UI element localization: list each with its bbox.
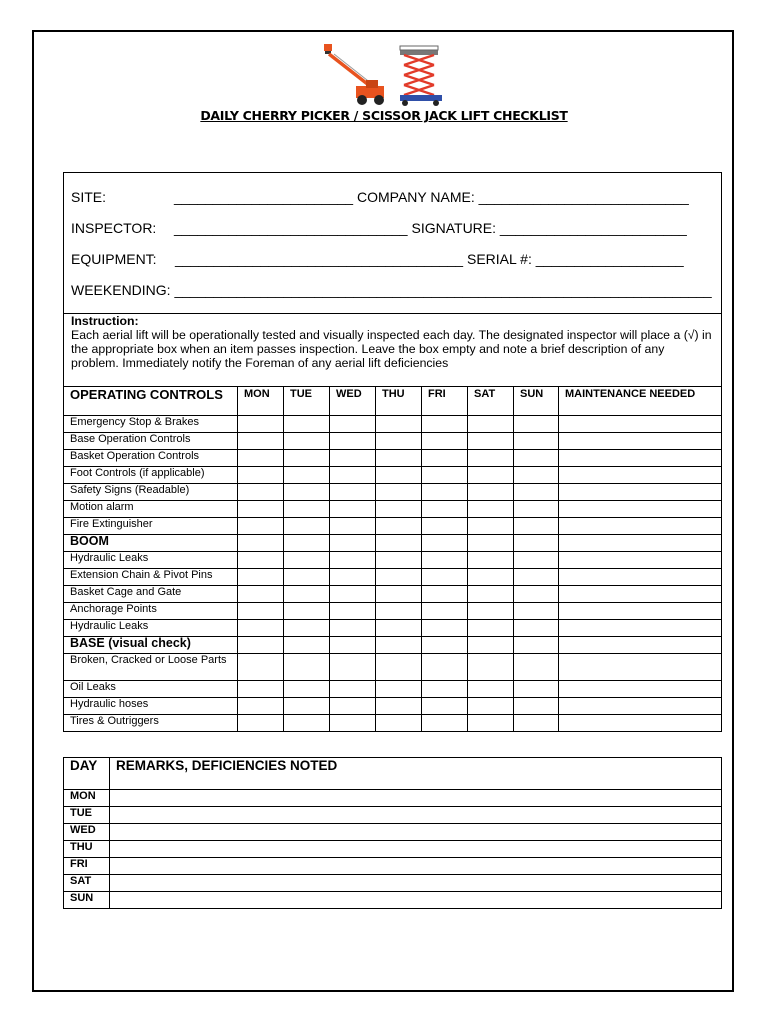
check-cell-thu[interactable] bbox=[376, 654, 422, 681]
check-cell-wed[interactable] bbox=[330, 416, 376, 433]
day-header-sat: SAT bbox=[468, 387, 514, 416]
info-section bbox=[63, 172, 722, 314]
check-cell-mon[interactable] bbox=[238, 467, 284, 484]
remarks-row bbox=[64, 790, 722, 807]
check-cell-tue[interactable] bbox=[284, 698, 330, 715]
maintenance-cell[interactable] bbox=[559, 654, 722, 681]
check-cell-fri[interactable] bbox=[422, 518, 468, 535]
operating-controls-header: OPERATING CONTROLS bbox=[64, 387, 238, 416]
maintenance-cell[interactable] bbox=[559, 518, 722, 535]
check-cell-wed[interactable] bbox=[330, 698, 376, 715]
check-cell-mon[interactable] bbox=[238, 433, 284, 450]
maintenance-cell[interactable] bbox=[559, 569, 722, 586]
checklist-row bbox=[64, 433, 722, 450]
check-cell-mon[interactable] bbox=[238, 698, 284, 715]
check-cell-sat[interactable] bbox=[468, 698, 514, 715]
check-cell-thu[interactable] bbox=[376, 715, 422, 732]
check-cell-mon[interactable] bbox=[238, 450, 284, 467]
check-cell-sat[interactable] bbox=[468, 416, 514, 433]
check-cell-sun[interactable] bbox=[514, 586, 559, 603]
checklist-item-label: Anchorage Points bbox=[64, 603, 238, 620]
check-cell-wed[interactable] bbox=[330, 681, 376, 698]
check-cell-sun[interactable] bbox=[514, 484, 559, 501]
check-cell-mon[interactable] bbox=[238, 518, 284, 535]
check-cell-tue[interactable] bbox=[284, 467, 330, 484]
inspector-label: INSPECTOR: bbox=[71, 220, 157, 236]
check-cell-tue[interactable] bbox=[284, 603, 330, 620]
maintenance-cell[interactable] bbox=[559, 620, 722, 637]
check-cell-wed[interactable] bbox=[330, 518, 376, 535]
checklist-item-label: Base Operation Controls bbox=[64, 433, 238, 450]
check-cell-thu[interactable] bbox=[376, 620, 422, 637]
checklist-row bbox=[64, 569, 722, 586]
check-cell-mon[interactable] bbox=[238, 654, 284, 681]
check-cell-thu[interactable] bbox=[376, 433, 422, 450]
check-cell-fri[interactable] bbox=[422, 586, 468, 603]
checklist-item-label: Safety Signs (Readable) bbox=[64, 484, 238, 501]
checklist-item-label: Emergency Stop & Brakes bbox=[64, 416, 238, 433]
checklist-row bbox=[64, 518, 722, 535]
weekending-row bbox=[71, 282, 712, 298]
instruction-heading: Instruction: bbox=[71, 314, 139, 328]
check-cell-fri[interactable] bbox=[422, 698, 468, 715]
section-heading-boom: BOOM bbox=[64, 535, 238, 552]
maintenance-cell[interactable] bbox=[559, 450, 722, 467]
check-cell-sun[interactable] bbox=[514, 715, 559, 732]
inspection-checklist-table bbox=[63, 386, 722, 732]
check-cell-thu[interactable] bbox=[376, 603, 422, 620]
check-cell-wed[interactable] bbox=[330, 552, 376, 569]
remarks-cell[interactable] bbox=[110, 807, 722, 824]
check-cell-mon[interactable] bbox=[238, 681, 284, 698]
remarks-row bbox=[64, 875, 722, 892]
check-cell-fri[interactable] bbox=[422, 552, 468, 569]
remarks-day-label: THU bbox=[64, 841, 110, 858]
check-cell-mon[interactable] bbox=[238, 501, 284, 518]
check-cell-sat[interactable] bbox=[468, 569, 514, 586]
section-row-base bbox=[64, 637, 722, 654]
remarks-day-header: DAY bbox=[64, 758, 110, 790]
check-cell-tue[interactable] bbox=[284, 416, 330, 433]
checklist-row bbox=[64, 450, 722, 467]
remarks-table bbox=[63, 757, 722, 909]
remarks-row bbox=[64, 858, 722, 875]
checklist-item-label: Fire Extinguisher bbox=[64, 518, 238, 535]
check-cell-sat[interactable] bbox=[468, 681, 514, 698]
scissor-lift-icon bbox=[400, 46, 442, 106]
equipment-label: EQUIPMENT: bbox=[71, 251, 157, 267]
maintenance-cell[interactable] bbox=[559, 484, 722, 501]
checklist-item-label: Foot Controls (if applicable) bbox=[64, 467, 238, 484]
check-cell-fri[interactable] bbox=[422, 715, 468, 732]
check-cell-sun[interactable] bbox=[514, 450, 559, 467]
check-cell-sat[interactable] bbox=[468, 586, 514, 603]
check-cell-wed[interactable] bbox=[330, 603, 376, 620]
check-cell-thu[interactable] bbox=[376, 467, 422, 484]
check-cell-sun[interactable] bbox=[514, 681, 559, 698]
lift-illustrations bbox=[320, 42, 448, 108]
equipment-row bbox=[71, 251, 684, 267]
checklist-item-label: Hydraulic Leaks bbox=[64, 620, 238, 637]
maintenance-cell[interactable] bbox=[559, 715, 722, 732]
weekending-field[interactable]: _____________________________________________________________________ bbox=[174, 282, 712, 298]
check-cell-sat[interactable] bbox=[468, 603, 514, 620]
checklist-item-label: Oil Leaks bbox=[64, 681, 238, 698]
check-cell-thu[interactable] bbox=[376, 484, 422, 501]
check-cell-wed[interactable] bbox=[330, 586, 376, 603]
document-title: DAILY CHERRY PICKER / SCISSOR JACK LIFT CHECKLIST bbox=[200, 108, 568, 123]
day-header-mon: MON bbox=[238, 387, 284, 416]
check-cell-sun[interactable] bbox=[514, 552, 559, 569]
checklist-row bbox=[64, 467, 722, 484]
check-cell-mon[interactable] bbox=[238, 603, 284, 620]
checklist-row bbox=[64, 698, 722, 715]
check-cell-fri[interactable] bbox=[422, 450, 468, 467]
check-cell-fri[interactable] bbox=[422, 484, 468, 501]
check-cell-mon[interactable] bbox=[238, 569, 284, 586]
check-cell-tue[interactable] bbox=[284, 501, 330, 518]
checklist-item-label: Extension Chain & Pivot Pins bbox=[64, 569, 238, 586]
weekending-label: WEEKENDING: bbox=[71, 282, 171, 298]
check-cell-tue[interactable] bbox=[284, 484, 330, 501]
check-cell-sat[interactable] bbox=[468, 450, 514, 467]
check-cell-tue[interactable] bbox=[284, 586, 330, 603]
checklist-row bbox=[64, 681, 722, 698]
check-cell-mon[interactable] bbox=[238, 416, 284, 433]
checklist-item-label: Broken, Cracked or Loose Parts bbox=[64, 654, 238, 681]
check-cell-tue[interactable] bbox=[284, 715, 330, 732]
remarks-cell[interactable] bbox=[110, 824, 722, 841]
check-cell-tue[interactable] bbox=[284, 654, 330, 681]
remarks-cell[interactable] bbox=[110, 892, 722, 909]
maintenance-cell[interactable] bbox=[559, 416, 722, 433]
day-header-wed: WED bbox=[330, 387, 376, 416]
check-cell-tue[interactable] bbox=[284, 450, 330, 467]
check-cell-fri[interactable] bbox=[422, 603, 468, 620]
check-cell-thu[interactable] bbox=[376, 681, 422, 698]
day-header-sun: SUN bbox=[514, 387, 559, 416]
check-cell-sun[interactable] bbox=[514, 654, 559, 681]
maintenance-cell[interactable] bbox=[559, 603, 722, 620]
check-cell-tue[interactable] bbox=[284, 620, 330, 637]
check-cell-sun[interactable] bbox=[514, 467, 559, 484]
check-cell-fri[interactable] bbox=[422, 620, 468, 637]
check-cell-sun[interactable] bbox=[514, 620, 559, 637]
checklist-item-label: Hydraulic Leaks bbox=[64, 552, 238, 569]
remarks-day-label: SUN bbox=[64, 892, 110, 909]
remarks-row bbox=[64, 824, 722, 841]
maintenance-header: MAINTENANCE NEEDED bbox=[559, 387, 722, 416]
signature-label: SIGNATURE: bbox=[411, 220, 497, 236]
maintenance-cell[interactable] bbox=[559, 552, 722, 569]
remarks-header: REMARKS, DEFICIENCIES NOTED bbox=[110, 758, 722, 790]
remarks-row bbox=[64, 807, 722, 824]
maintenance-cell[interactable] bbox=[559, 586, 722, 603]
check-cell-fri[interactable] bbox=[422, 654, 468, 681]
checklist-item-label: Basket Operation Controls bbox=[64, 450, 238, 467]
day-header-tue: TUE bbox=[284, 387, 330, 416]
check-cell-sun[interactable] bbox=[514, 433, 559, 450]
check-cell-mon[interactable] bbox=[238, 586, 284, 603]
check-cell-mon[interactable] bbox=[238, 552, 284, 569]
check-cell-sat[interactable] bbox=[468, 620, 514, 637]
maintenance-cell[interactable] bbox=[559, 501, 722, 518]
check-cell-thu[interactable] bbox=[376, 416, 422, 433]
check-cell-tue[interactable] bbox=[284, 552, 330, 569]
day-header-fri: FRI bbox=[422, 387, 468, 416]
company-label: COMPANY NAME: bbox=[356, 189, 475, 205]
remarks-day-label: SAT bbox=[64, 875, 110, 892]
check-cell-fri[interactable] bbox=[422, 501, 468, 518]
check-cell-wed[interactable] bbox=[330, 433, 376, 450]
inspector-field[interactable]: ______________________________ bbox=[174, 220, 408, 236]
check-cell-thu[interactable] bbox=[376, 450, 422, 467]
check-cell-tue[interactable] bbox=[284, 433, 330, 450]
check-cell-fri[interactable] bbox=[422, 416, 468, 433]
check-cell-sat[interactable] bbox=[468, 654, 514, 681]
checklist-row bbox=[64, 603, 722, 620]
checklist-row bbox=[64, 715, 722, 732]
remarks-row bbox=[64, 892, 722, 909]
check-cell-thu[interactable] bbox=[376, 569, 422, 586]
site-label: SITE: bbox=[71, 189, 107, 205]
checklist-row bbox=[64, 586, 722, 603]
company-field[interactable]: ___________________________ bbox=[478, 189, 689, 205]
check-cell-sun[interactable] bbox=[514, 501, 559, 518]
check-cell-mon[interactable] bbox=[238, 715, 284, 732]
checklist-row bbox=[64, 654, 722, 681]
check-cell-mon[interactable] bbox=[238, 620, 284, 637]
maintenance-cell[interactable] bbox=[559, 467, 722, 484]
instruction-text: Each aerial lift will be operationally tested and visually inspected each day. The designated inspector will place a (√) in the appropriate box when an item passes inspection. Leave the box empty and note a brief description of any problem. Immediately notify the Foreman of any aerial lift deficiencies bbox=[71, 328, 712, 370]
serial-label: SERIAL #: bbox=[466, 251, 532, 267]
check-cell-mon[interactable] bbox=[238, 484, 284, 501]
remarks-cell[interactable] bbox=[110, 875, 722, 892]
maintenance-cell[interactable] bbox=[559, 698, 722, 715]
equipment-field[interactable]: _____________________________________ bbox=[175, 251, 464, 267]
site-row bbox=[71, 189, 689, 205]
checklist-body bbox=[64, 416, 722, 732]
instruction-section bbox=[63, 313, 722, 387]
check-cell-sat[interactable] bbox=[468, 715, 514, 732]
check-cell-thu[interactable] bbox=[376, 552, 422, 569]
check-cell-wed[interactable] bbox=[330, 569, 376, 586]
maintenance-cell[interactable] bbox=[559, 681, 722, 698]
check-cell-wed[interactable] bbox=[330, 450, 376, 467]
check-cell-sat[interactable] bbox=[468, 433, 514, 450]
checklist-row bbox=[64, 620, 722, 637]
check-cell-fri[interactable] bbox=[422, 681, 468, 698]
maintenance-cell[interactable] bbox=[559, 433, 722, 450]
checklist-row bbox=[64, 501, 722, 518]
serial-field[interactable]: ___________________ bbox=[535, 251, 684, 267]
remarks-row bbox=[64, 841, 722, 858]
remarks-day-label: MON bbox=[64, 790, 110, 807]
check-cell-wed[interactable] bbox=[330, 484, 376, 501]
check-cell-sat[interactable] bbox=[468, 467, 514, 484]
check-cell-wed[interactable] bbox=[330, 501, 376, 518]
site-field[interactable]: _______________________ bbox=[174, 189, 354, 205]
check-cell-sat[interactable] bbox=[468, 552, 514, 569]
cherry-picker-icon bbox=[324, 44, 384, 105]
check-cell-wed[interactable] bbox=[330, 467, 376, 484]
check-cell-sun[interactable] bbox=[514, 416, 559, 433]
remarks-cell[interactable] bbox=[110, 790, 722, 807]
check-cell-sat[interactable] bbox=[468, 484, 514, 501]
checklist-item-label: Hydraulic hoses bbox=[64, 698, 238, 715]
check-cell-thu[interactable] bbox=[376, 698, 422, 715]
checklist-header-row bbox=[64, 387, 722, 416]
check-cell-sun[interactable] bbox=[514, 603, 559, 620]
remarks-day-label: TUE bbox=[64, 807, 110, 824]
check-cell-wed[interactable] bbox=[330, 715, 376, 732]
remarks-header-row bbox=[64, 758, 722, 790]
check-cell-fri[interactable] bbox=[422, 467, 468, 484]
check-cell-wed[interactable] bbox=[330, 620, 376, 637]
check-cell-thu[interactable] bbox=[376, 586, 422, 603]
check-cell-sun[interactable] bbox=[514, 518, 559, 535]
signature-field[interactable]: ________________________ bbox=[499, 220, 687, 236]
check-cell-tue[interactable] bbox=[284, 681, 330, 698]
remarks-day-label: WED bbox=[64, 824, 110, 841]
day-header-thu: THU bbox=[376, 387, 422, 416]
check-cell-fri[interactable] bbox=[422, 569, 468, 586]
checklist-row bbox=[64, 552, 722, 569]
check-cell-tue[interactable] bbox=[284, 518, 330, 535]
remarks-cell[interactable] bbox=[110, 858, 722, 875]
remarks-day-label: FRI bbox=[64, 858, 110, 875]
checklist-row bbox=[64, 416, 722, 433]
inspector-row bbox=[71, 220, 687, 236]
remarks-cell[interactable] bbox=[110, 841, 722, 858]
checklist-item-label: Motion alarm bbox=[64, 501, 238, 518]
checklist-item-label: Tires & Outriggers bbox=[64, 715, 238, 732]
checklist-row bbox=[64, 484, 722, 501]
check-cell-tue[interactable] bbox=[284, 569, 330, 586]
check-cell-sat[interactable] bbox=[468, 518, 514, 535]
check-cell-thu[interactable] bbox=[376, 518, 422, 535]
check-cell-thu[interactable] bbox=[376, 501, 422, 518]
checklist-item-label: Basket Cage and Gate bbox=[64, 586, 238, 603]
check-cell-wed[interactable] bbox=[330, 654, 376, 681]
check-cell-fri[interactable] bbox=[422, 433, 468, 450]
check-cell-sun[interactable] bbox=[514, 698, 559, 715]
section-heading-base: BASE (visual check) bbox=[64, 637, 238, 654]
check-cell-sat[interactable] bbox=[468, 501, 514, 518]
section-row-boom bbox=[64, 535, 722, 552]
check-cell-sun[interactable] bbox=[514, 569, 559, 586]
